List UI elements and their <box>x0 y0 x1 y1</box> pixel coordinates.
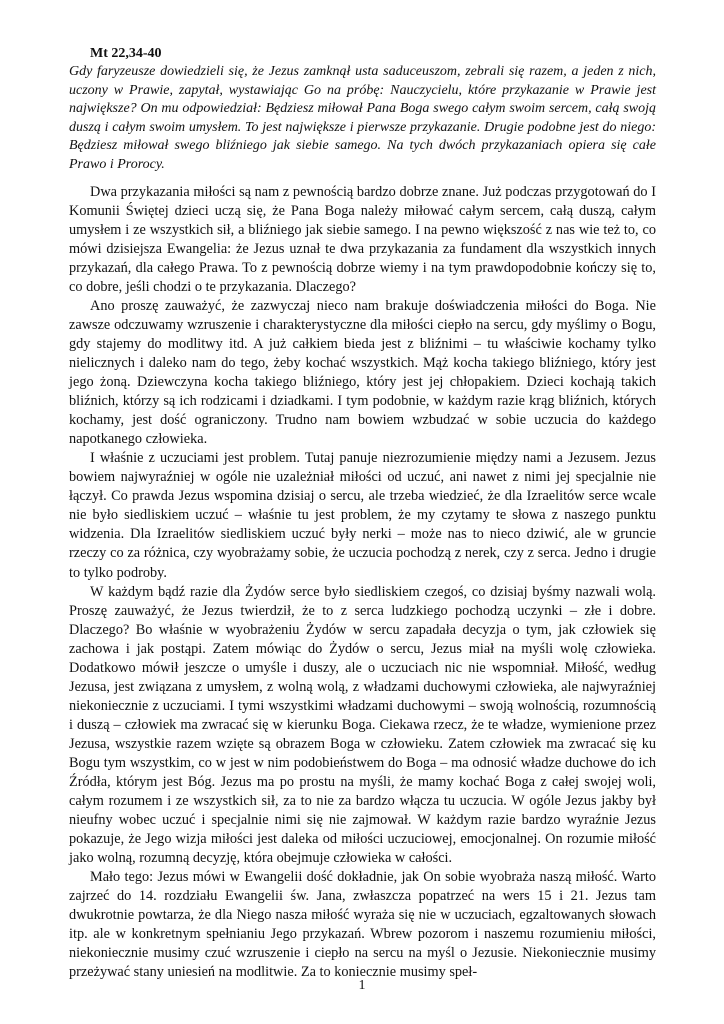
body-paragraph-4: W każdym bądź razie dla Żydów serce było siedliskiem czegoś, co dzisiaj byśmy nazwali wolą. Proszę zauważyć, że Jezus twierdził, że to z serca ludzkiego pochodzą uczynki – złe i dobre. Dlaczego? Bo właśnie w wyobrażeniu Żydów w sercu zapadała decyzja o tym, jak człowiek się zachowa i jak postąpi. Zatem mówiąc do Żydów o sercu, Jezus miał na myśli wolę człowieka. Dodatkowo mówił jeszcze o umyśle i duszy, ale o uczuciach nic nie wspomniał. Miłość, według Jezusa, jest związana z umysłem, z wolną wolą, z władzami duchowymi człowieka, ale najwyraźniej niekoniecznie z uczuciami. I tymi wszystkimi władzami duchowymi – swoją wolnością, rozumnością i duszą – człowiek ma zwracać się w kierunku Boga. Ciekawa rzecz, że te władze, wymienione przez Jezusa, wszystkie razem wzięte są obrazem Boga w człowieku. Zatem człowiek ma zwracać się ku Bogu tym wszystkim, co w jest w nim podobieństwem do Boga – ma odnosić władze duchowe do ich Źródła, którym jest Bóg. Jezus ma po prostu na myśli, że mamy kochać Boga z całej swojej woli, całym rozumem i ze wszystkich sił, za to nie za bardzo włącza tu uczucia. W ogóle Jezus jakby był nieufny wobec uczuć i specjalnie nimi się nie zajmował. W każdym razie bardzo wyraźnie Jezus pokazuje, że Jego wizja miłości jest daleka od miłości uczuciowej, emocjonalnej. On rozumie miłość jako wolną, rozumną decyzję, która obejmuje człowieka w całości. <box>69 583 656 867</box>
body-paragraph-3: I właśnie z uczuciami jest problem. Tutaj panuje niezrozumienie między nami a Jezusem. Jezus bowiem najwyraźniej w ogóle nie uzależniał miłości od uczuć, ani nawet z nimi jej specjalnie nie łączył. Co prawda Jezus wspomina dzisiaj o sercu, ale trzeba wiedzieć, że dla Izraelitów serce wcale nie było siedliskiem uczuć – właśnie tu jest problem, że my czytamy te słowa z naszego punktu widzenia. Dla Izraelitów siedliskiem uczuć były nerki – może nas to nieco dziwić, ale w gruncie rzeczy co za różnica, czy wyobrażamy sobie, że uczucia pochodzą z nerek, czy z serca. Jedno i drugie to tylko podroby. <box>69 450 656 581</box>
document-page <box>69 44 656 983</box>
scripture-reference: Mt 22,34-40 <box>90 46 162 61</box>
body-paragraph-1: Dwa przykazania miłości są nam z pewnością bardzo dobrze znane. Już podczas przygotowań do I Komunii Świętej dzieci uczą się, że Pana Boga należy miłować całym sercem, całą duszą, całym umysłem i ze wszystkich sił, a bliźniego jak siebie samego. I na pewno większość z nas wie też to, co mówi dzisiejsza Ewangelia: że Jezus uznał te dwa przykazania za fundament dla wszystkich innych przykazań, dla całego Prawa. To z pewnością dobrze wiemy i na tym prawdopodobnie kończy się to, co dobre, jeśli chodzi o te przykazania. Dlaczego? <box>69 183 656 295</box>
body-paragraph-2: Ano proszę zauważyć, że zazwyczaj nieco nam brakuje doświadczenia miłości do Boga. Nie zawsze odczuwamy wzruszenie i charakterystyczne dla miłości ciepło na sercu, gdy myślimy o Bogu, gdy stajemy do modlitwy itd. A już całkiem bieda jest z bliźnimi – tu właściwie kochamy tylko nielicznych i daleko nam do tego, żeby kochać wszystkich. Mąż kocha takiego bliźniego, który jest jego żoną. Dziewczyna kocha takiego bliźniego, który jest jej chłopakiem. Dzieci kochają takich bliźnich, którzy są ich rodzicami i dziadkami. I tym podobnie, w każdym razie krąg bliźnich, których kochamy, jest dość ograniczony. Trudno nam bowiem wzbudzać w sobie uczucia do każdego napotkanego człowieka. <box>69 297 656 448</box>
page-number: 1 <box>358 978 366 993</box>
scripture-quote: Gdy faryzeusze dowiedzieli się, że Jezus zamknął usta saduceuszom, zebrali się razem, a jeden z nich, uczony w Prawie, zapytał, wystawiając Go na próbę: Nauczycielu, które przykazanie w Prawie jest największe? On mu odpowiedział: Będziesz miłował Pana Boga swego całym swoim sercem, całą swoją duszą i całym swoim umysłem. To jest największe i pierwsze przykazanie. Drugie podobne jest do niego: Będziesz miłował swego bliźniego jak siebie samego. Na tych dwóch przykazaniach opiera się całe Prawo i Prorocy. <box>69 64 656 172</box>
body-paragraph-5: Mało tego: Jezus mówi w Ewangelii dość dokładnie, jak On sobie wyobraża naszą miłość. Warto zajrzeć do 14. rozdziału Ewangelii św. Jana, zwłaszcza popatrzeć na wers 15 i 21. Jezus tam dwukrotnie powtarza, że dla Niego nasza miłość wyraża się nie w uczuciach, egzaltowanych słowach itp. ale w konkretnym spełnianiu Jego przykazań. Wbrew pozorom i naszemu rozumieniu miłości, niekoniecznie musimy czuć wzruszenie i ciepło na sercu na myśl o Jezusie. Niekoniecznie musimy przeżywać stany uniesień na modlitwie. Za to koniecznie musimy speł- <box>69 869 656 981</box>
